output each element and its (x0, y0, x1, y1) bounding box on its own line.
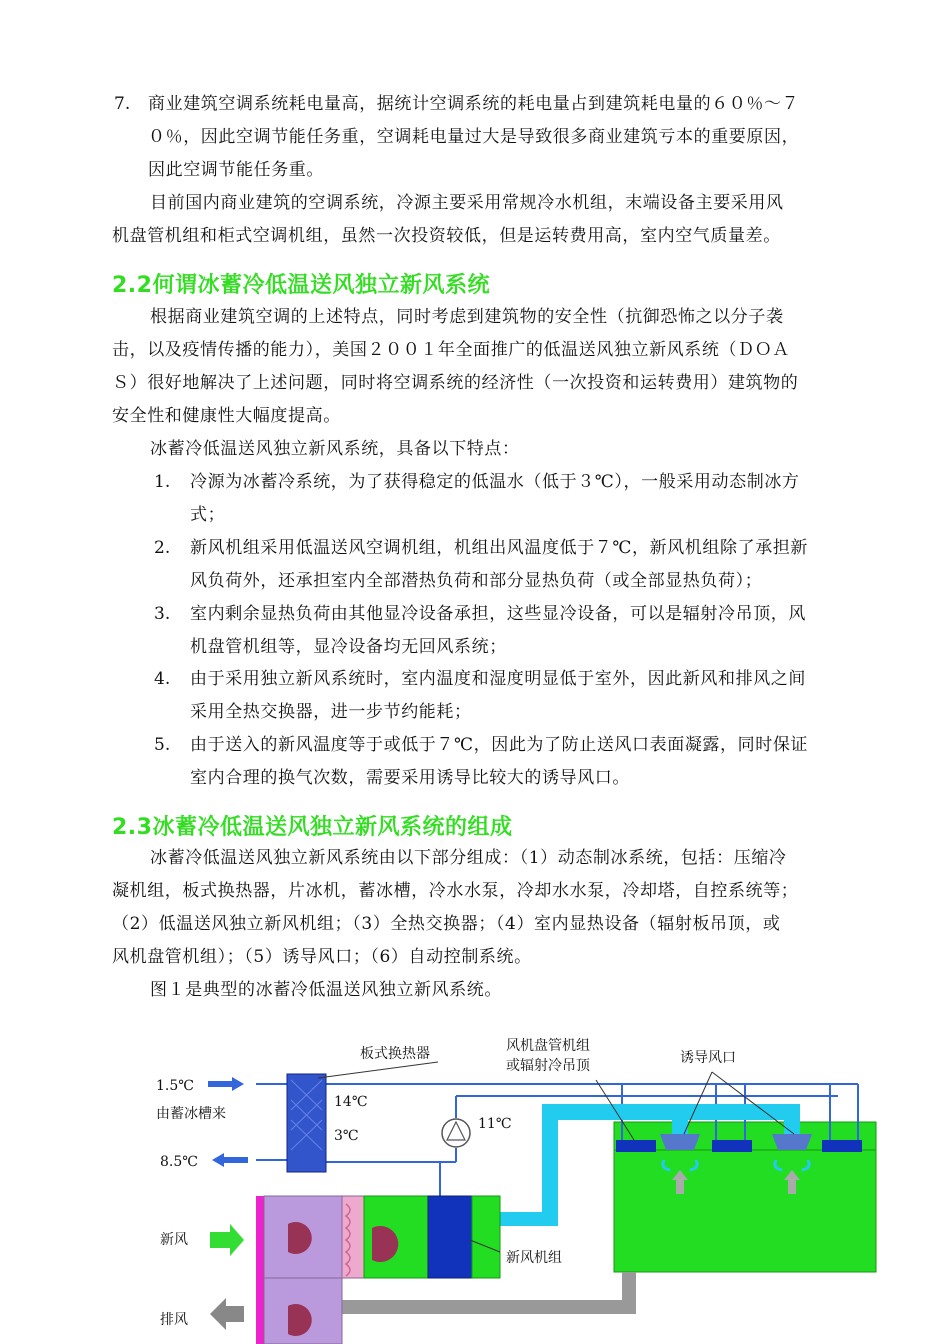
inflow-arrow (208, 1077, 244, 1091)
s22-item2-line2: 风负荷外，还承担室内全部潜热负荷和部分显热负荷（或全部显热负荷）； (190, 571, 763, 591)
item7-line2: ０％，因此空调节能任务重，空调耗电量过大是导致很多商业建筑亏本的重要原因， (148, 127, 800, 147)
s22-item2-number: 2. (154, 538, 171, 558)
section-heading-2-3: 2.3冰蓄冷低温送风独立新风系统的组成 (112, 815, 513, 840)
label-fresh-air: 新风 (160, 1232, 188, 1248)
s22-item1-line2: 式； (190, 505, 226, 525)
s22-item1-line1: 冷源为冰蓄冷系统，为了获得稳定的低温水（低于３℃），一般采用动态制冰方 (190, 472, 800, 492)
s23-para1-line4: 风机盘管机组）；（5）诱导风口；（6）自动控制系统。 (112, 947, 532, 967)
exhaust-air-arrow (210, 1298, 244, 1330)
s22-para1-line4: 安全性和健康性大幅度提高。 (112, 406, 341, 426)
s22-item3-line1: 室内剩余显热负荷由其他显冷设备承担，这些显冷设备，可以是辐射冷吊顶，风 (190, 604, 806, 624)
outflow-arrow (212, 1153, 248, 1167)
label-induction: 诱导风口 (680, 1050, 736, 1066)
label-3c: 3℃ (334, 1128, 359, 1144)
label-exhaust: 排风 (160, 1312, 188, 1328)
s22-item1-number: 1. (154, 472, 171, 492)
s22-item3-line2: 机盘管机组等，显冷设备均无回风系统； (190, 637, 507, 657)
item7-number: 7. (114, 94, 131, 114)
fresh-air-arrow (210, 1224, 244, 1256)
para-domestic-line2: 机盘管机组和柜式空调机组，虽然一次投资较低，但是运转费用高，室内空气质量差。 (112, 226, 781, 246)
item7-line1: 商业建筑空调系统耗电量高，据统计空调系统的耗电量占到建筑耗电量的６０％～７ (148, 94, 800, 114)
figure-caption: 图１是典型的冰蓄冷低温送风独立新风系统。 (150, 980, 502, 1000)
label-plate-hx: 板式换热器 (360, 1046, 430, 1062)
s22-item5-number: 5. (154, 735, 171, 755)
fresh-air-unit (256, 1196, 500, 1344)
s22-para1-line2: 击，以及疫情传播的能力），美国２００１年全面推广的低温送风独立新风系统（ＤＯＡ (112, 340, 790, 360)
label-14c: 14℃ (334, 1094, 368, 1110)
s22-item5-line1: 由于送入的新风温度等于或低于７℃，因此为了防止送风口表面凝露，同时保证 (190, 735, 809, 755)
s22-item4-line2: 采用全热交换器，进一步节约能耗； (190, 702, 472, 722)
fan-coil-units (616, 1140, 862, 1152)
s23-para1-line1: 冰蓄冷低温送风独立新风系统由以下部分组成：（1）动态制冰系统，包括：压缩冷 (150, 848, 787, 868)
label-fcu-line2: 或辐射冷吊顶 (506, 1058, 590, 1074)
s22-item5-line2: 室内合理的换气次数，需要采用诱导比较大的诱导风口。 (190, 768, 630, 788)
s22-item4-number: 4. (154, 669, 171, 689)
label-11c: 11℃ (478, 1116, 512, 1132)
s23-para1-line3: （2）低温送风独立新风机组；（3）全热交换器；（4）室内显热设备（辐射板吊顶，或 (112, 914, 781, 934)
s23-para1-line2: 凝机组，板式换热器，片冰机，蓄冰槽，冷水水泵，冷却水水泵，冷却塔，自控系统等； (112, 881, 799, 901)
s22-para1-line1: 根据商业建筑空调的上述特点，同时考虑到建筑物的安全性（抗御恐怖之以分子袭 (150, 307, 784, 327)
s22-para1-line3: Ｓ）很好地解决了上述问题，同时将空调系统的经济性（一次投资和运转费用）建筑物的 (112, 373, 799, 393)
label-out-temp: 8.5℃ (160, 1154, 198, 1170)
label-fcu-line1: 风机盘管机组 (506, 1038, 590, 1054)
section-heading-2-2: 2.2何谓冰蓄冷低温送风独立新风系统 (112, 273, 490, 298)
s22-item2-line1: 新风机组采用低温送风空调机组，机组出风温度低于７℃，新风机组除了承担新 (190, 538, 809, 558)
item7-line3: 因此空调节能任务重。 (148, 160, 324, 180)
para-domestic-line1: 目前国内商业建筑的空调系统，冷源主要采用常规冷水机组，末端设备主要采用风 (150, 193, 784, 213)
label-in-temp: 1.5℃ (156, 1078, 194, 1094)
plate-heat-exchanger (287, 1074, 326, 1172)
system-diagram (0, 1020, 950, 1344)
s22-item4-line1: 由于采用独立新风系统时，室内温度和湿度明显低于室外，因此新风和排风之间 (190, 669, 806, 689)
label-from-tank: 由蓄冰槽来 (156, 1106, 226, 1122)
s22-item3-number: 3. (154, 604, 171, 624)
label-ahu: 新风机组 (506, 1250, 562, 1266)
s22-intro: 冰蓄冷低温送风独立新风系统，具备以下特点： (150, 439, 520, 459)
